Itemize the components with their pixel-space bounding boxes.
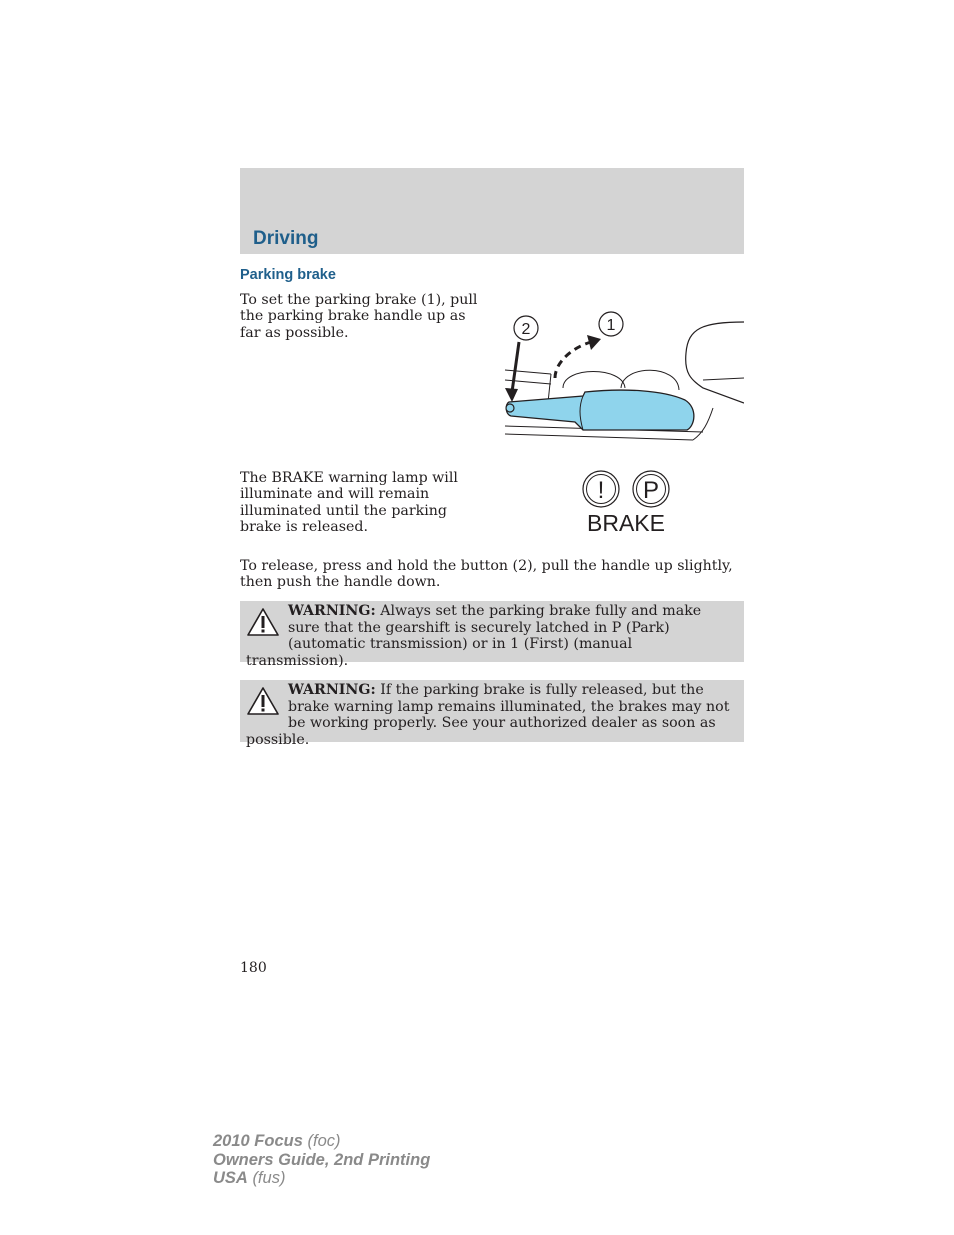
lamp-p-symbol: P — [642, 477, 660, 504]
console-outline — [686, 322, 744, 403]
footer-line-3 — [213, 1169, 430, 1188]
paragraph-set-brake: To set the parking brake (1), pull the parking brake handle up as far as possible. — [240, 292, 478, 341]
sub-heading: Parking brake — [240, 267, 336, 283]
lamp-exclaim-symbol: ! — [597, 477, 605, 504]
warning-box-2 — [240, 680, 744, 748]
brake-warning-lamp-icon — [575, 470, 675, 534]
footer-line-2: Owners Guide, 2nd Printing — [213, 1150, 431, 1169]
arrow-1-head-icon — [587, 335, 601, 350]
section-title: Driving — [253, 228, 319, 249]
console-edge — [703, 378, 744, 380]
arrow-2 — [512, 342, 519, 392]
console-base-line-2 — [505, 434, 693, 440]
release-button-icon — [506, 404, 514, 412]
paragraph-release: To release, press and hold the button (2), pull the handle up slightly, then push the handle down. — [240, 558, 733, 591]
section-header-band — [240, 168, 744, 254]
cupholder-left — [563, 372, 625, 389]
warning-triangle-icon — [246, 686, 280, 716]
footer-market: USA — [213, 1169, 248, 1187]
brake-handle — [506, 390, 694, 430]
footer-market-code: (fus) — [252, 1169, 286, 1187]
warning-box-1 — [240, 601, 744, 669]
arrow-1 — [555, 342, 591, 378]
footer-publication-info — [213, 1132, 430, 1188]
warning-triangle-icon — [246, 607, 280, 637]
console-line-top — [505, 370, 551, 374]
callout-2-label: 2 — [521, 321, 531, 338]
lamp-brake-label: BRAKE — [587, 510, 665, 534]
page-number: 180 — [240, 960, 267, 976]
footer-model: 2010 Focus — [213, 1132, 303, 1150]
cupholder-right — [621, 370, 679, 390]
warning-label: WARNING: — [288, 682, 376, 698]
console-right-edge — [693, 408, 713, 440]
parking-brake-illustration — [503, 308, 744, 448]
warning-text: If the parking brake is fully released, but the brake warning lamp remains illuminated, the brakes may not be working properly. See your authorized dealer as soon as possible. — [246, 682, 730, 748]
warning-label: WARNING: — [288, 603, 376, 619]
warning-text: Always set the parking brake fully and make sure that the gearshift is securely latched in P (Park) (automatic transmission) or in 1 (First) (manual transmission). — [246, 603, 702, 669]
footer-line-1 — [213, 1132, 430, 1151]
callout-1-label: 1 — [606, 317, 616, 334]
arrow-2-head-icon — [505, 388, 518, 402]
paragraph-warning-lamp: The BRAKE warning lamp will illuminate and will remain illuminated until the parking brake is released. — [240, 470, 458, 535]
footer-model-code: (foc) — [307, 1132, 341, 1150]
